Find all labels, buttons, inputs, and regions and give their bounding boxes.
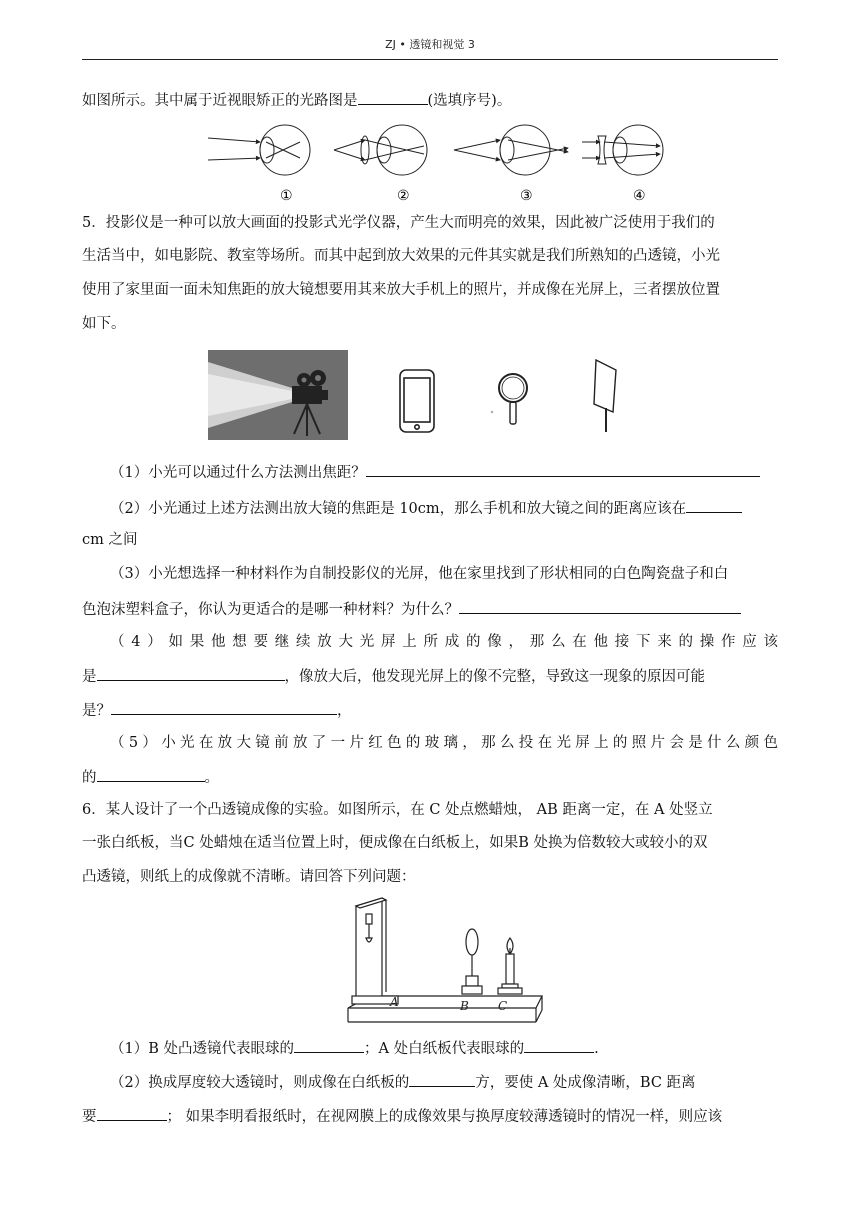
projector-setup-figure	[208, 348, 648, 442]
eye-label-1: ①	[280, 188, 293, 204]
q5-part-4-shi: 是	[82, 669, 97, 685]
q6-intro-line-3: 凸透镜，则纸上的成像就不清晰。请回答下列问题：	[82, 869, 416, 885]
q5-part-4-comma: ，	[337, 703, 352, 719]
q6-part-1	[110, 1037, 778, 1059]
q6-part-2-cont	[82, 1105, 778, 1127]
q5-intro-line-4: 如下。	[82, 316, 126, 332]
eye-diagram-1	[208, 125, 310, 175]
q5-part-5-de: 的	[82, 770, 97, 786]
q5-part-5: （5）小光在放大镜前放了一片红色的玻璃，那么投在光屏上的照片会是什么颜色	[110, 735, 778, 751]
q6-intro-line-2: 一张白纸板，当C 处蜡烛在适当位置上时，便成像在白纸板上，如果B 处换为倍数较大或较小的双	[82, 835, 708, 851]
q5-part-2	[110, 497, 778, 519]
eye-diagram-3	[454, 125, 568, 175]
q5-intro-line-1: 5．投影仪是一种可以放大画面的投影式光学仪器，产生大而明亮的效果，因此被广泛使用于我们的	[82, 215, 715, 231]
q4-answer-blank[interactable]	[358, 89, 428, 105]
eye-label-2: ②	[397, 188, 410, 204]
q6-part-1-b: ；A 处白纸板代表眼球的	[364, 1041, 525, 1057]
q5-part-2-blank[interactable]	[686, 497, 742, 513]
q5-part-4-mid: ，像放大后，他发现光屏上的像不完整，导致这一现象的原因可能	[284, 669, 705, 685]
q6-part-1-c: .	[594, 1041, 599, 1057]
q6-part-2-blank-1[interactable]	[409, 1071, 475, 1087]
page-header: ZJ • 透镜和视觉 3	[385, 38, 475, 51]
q6-intro-line-1: 6．某人设计了一个凸透镜成像的实验。如图所示，在 C 处点燃蜡烛， AB 距离一定，在 A 处竖立	[82, 802, 713, 818]
q5-part-4-cont-2	[82, 699, 778, 721]
phone-image	[400, 370, 434, 432]
q6-part-2-c: ； 如果李明看报纸时，在视网膜上的成像效果与换厚度较薄透镜时的情况一样，则应该	[166, 1109, 723, 1125]
q5-part-3-blank[interactable]	[459, 598, 741, 614]
q5-part-1-blank[interactable]	[366, 461, 760, 477]
label-a: A	[390, 995, 399, 1009]
q6-part-2-yao: 要	[82, 1109, 97, 1125]
q6-part-2	[110, 1071, 778, 1093]
q4-prefix: 如图所示。其中属于近视眼矫正的光路图是	[82, 93, 358, 109]
q6-part-1-a: （1）B 处凸透镜代表眼球的	[110, 1041, 294, 1057]
q5-part-4-blank-2[interactable]	[111, 699, 337, 715]
q5-part-2-cont: cm 之间	[82, 532, 138, 548]
q6-part-1-blank-1[interactable]	[294, 1037, 364, 1053]
eye-label-3: ③	[520, 188, 533, 204]
q5-part-5-blank[interactable]	[97, 766, 205, 782]
light-screen-image	[594, 360, 616, 432]
q5-part-1-text: （1）小光可以通过什么方法测出焦距？	[110, 465, 366, 481]
q5-part-1	[110, 461, 778, 483]
magnifier-image	[491, 374, 527, 424]
lens-experiment-figure	[346, 896, 546, 1028]
q5-part-5-cont	[82, 766, 778, 788]
q4-answer-line	[82, 89, 778, 111]
q5-intro-line-3: 使用了家里面一面未知焦距的放大镜想要用其来放大手机上的照片，并成像在光屏上，三者摆放位置	[82, 282, 720, 298]
q5-part-4-shi-2: 是？	[82, 703, 111, 719]
q6-part-2-a: （2）换成厚度较大透镜时，则成像在白纸板的	[110, 1075, 410, 1091]
q5-part-3-cont	[82, 598, 778, 620]
eye-diagram-4	[582, 125, 663, 175]
q6-part-2-b: 方，要使 A 处成像清晰，BC 距离	[475, 1075, 696, 1091]
q5-part-2-text: （2）小光通过上述方法测出放大镜的焦距是 10cm，那么手机和放大镜之间的距离应该在	[110, 501, 687, 517]
q6-part-2-blank-2[interactable]	[97, 1105, 167, 1121]
q5-part-4-cont	[82, 665, 778, 687]
q5-part-4: （4）如果他想要继续放大光屏上所成的像，那么在他接下来的操作应该	[110, 634, 778, 650]
header-rule	[82, 59, 778, 60]
eye-label-4: ④	[633, 188, 646, 204]
label-c: C	[498, 999, 508, 1013]
q5-part-3: （3）小光想选择一种材料作为自制投影仪的光屏，他在家里找到了形状相同的白色陶瓷盘子和白	[110, 566, 729, 582]
q5-part-4-blank-1[interactable]	[97, 665, 285, 681]
q5-part-5-end: 。	[204, 770, 219, 786]
projector-image	[208, 350, 348, 440]
q5-part-3-text: 色泡沫塑料盒子，你认为更适合的是哪一种材料？为什么？	[82, 602, 459, 618]
q5-intro-line-2: 生活当中，如电影院、教室等场所。而其中起到放大效果的元件其实就是我们所熟知的凸透镜，小光	[82, 248, 720, 264]
eye-diagram-2	[334, 125, 427, 175]
q4-suffix: (选填序号)。	[427, 93, 512, 109]
eye-correction-diagrams	[200, 118, 670, 206]
q6-part-1-blank-2[interactable]	[524, 1037, 594, 1053]
label-b: B	[460, 999, 469, 1013]
